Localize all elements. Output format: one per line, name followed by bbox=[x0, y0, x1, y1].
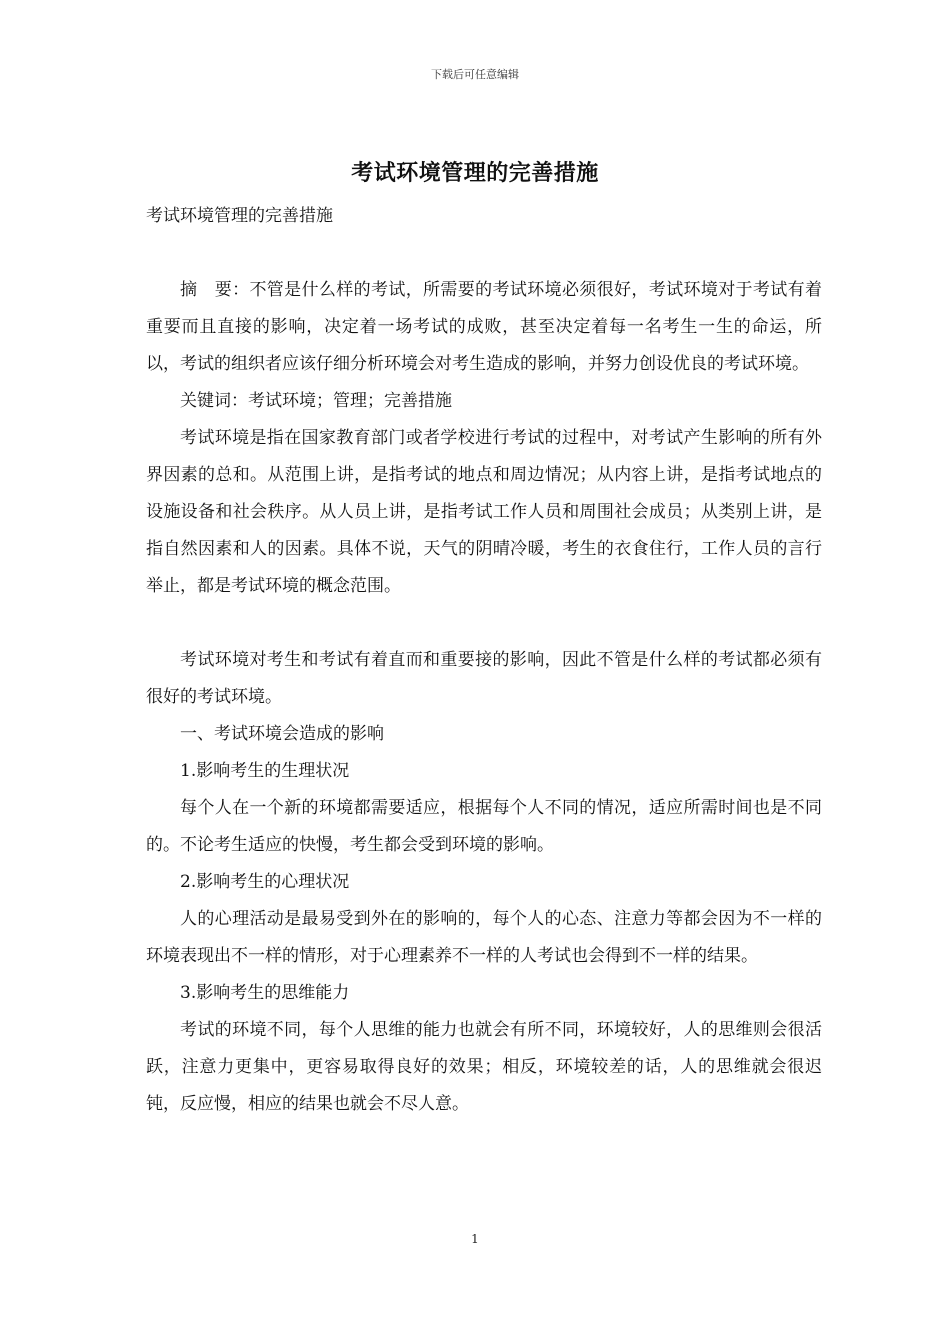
body-paragraph: 每个人在一个新的环境都需要适应，根据每个人不同的情况，适应所需时间也是不同的。不论考生适应的快慢，考生都会受到环境的影响。 bbox=[146, 798, 822, 855]
section-heading: 一、考试环境会造成的影响 bbox=[180, 724, 384, 744]
importance-paragraph: 考试环境对考生和考试有着直而和重要接的影响，因此不管是什么样的考试都必须有很好的考试环境。 bbox=[146, 650, 822, 707]
blank-line bbox=[146, 235, 822, 272]
blank-line bbox=[146, 605, 822, 642]
subtitle-line: 考试环境管理的完善措施 bbox=[146, 206, 333, 226]
body-paragraph: 人的心理活动是最易受到外在的影响的，每个人的心态、注意力等都会因为不一样的环境表现出不一样的情形，对于心理素养不一样的人考试也会得到不一样的结果。 bbox=[146, 909, 822, 966]
definition-paragraph: 考试环境是指在国家教育部门或者学校进行考试的过程中，对考试产生影响的所有外界因素的总和。从范围上讲，是指考试的地点和周边情况；从内容上讲，是指考试地点的设施设备和社会秩序。从人员上讲，是指考试工作人员和周围社会成员；从类别上讲，是指自然因素和人的因素。具体不说，天气的阴晴冷暖，考生的衣食住行，工作人员的言行举止，都是考试环境的概念范围。 bbox=[146, 428, 822, 596]
keywords-paragraph: 关键词：考试环境；管理；完善措施 bbox=[180, 391, 452, 411]
subsection-heading: 1.影响考生的生理状况 bbox=[180, 761, 350, 781]
page-header-note: 下载后可任意编辑 bbox=[431, 68, 519, 81]
abstract-paragraph: 摘 要：不管是什么样的考试，所需要的考试环境必须很好，考试环境对于考试有着重要而且直接的影响，决定着一场考试的成败，甚至决定着每一名考生一生的命运，所以，考试的组织者应该仔细分析环境会对考生造成的影响，并努力创设优良的考试环境。 bbox=[146, 280, 822, 374]
document-body bbox=[146, 198, 822, 1123]
page-number: 1 bbox=[471, 1232, 479, 1246]
body-paragraph: 考试的环境不同，每个人思维的能力也就会有所不同，环境较好，人的思维则会很活跃，注意力更集中，更容易取得良好的效果；相反，环境较差的话，人的思维就会很迟钝，反应慢，相应的结果也就会不尽人意。 bbox=[146, 1020, 822, 1114]
document-title: 考试环境管理的完善措施 bbox=[351, 161, 599, 186]
subsection-heading: 3.影响考生的思维能力 bbox=[180, 983, 350, 1003]
subsection-heading: 2.影响考生的心理状况 bbox=[180, 872, 350, 892]
